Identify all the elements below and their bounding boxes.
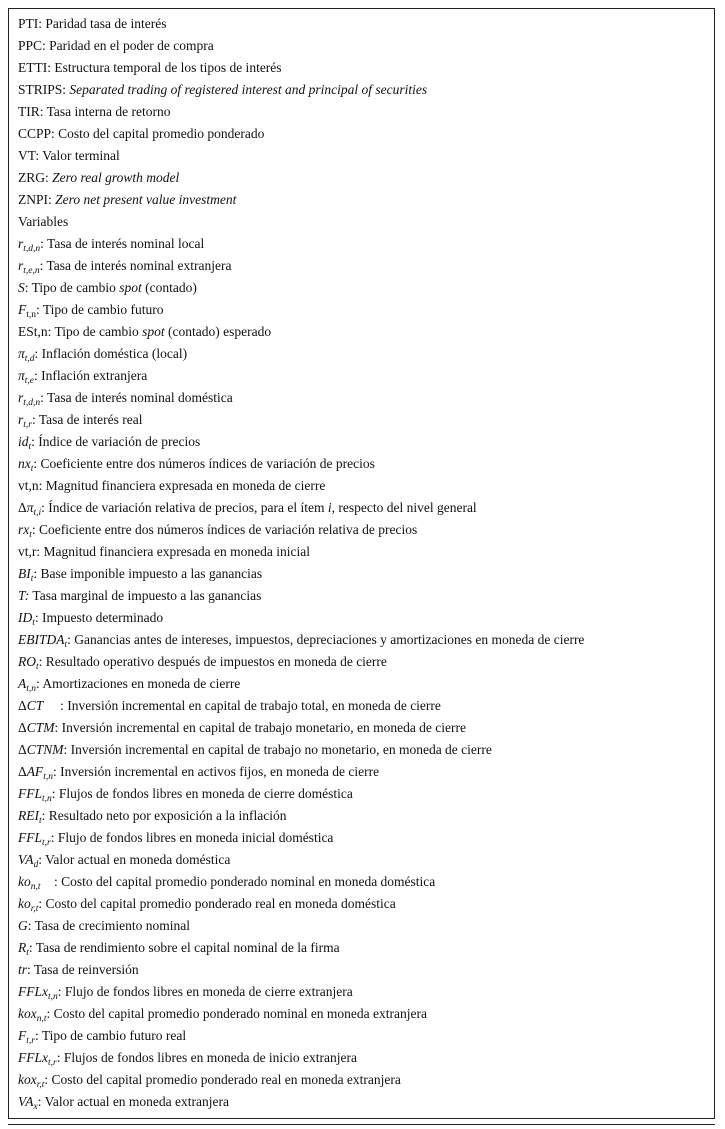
text-segment: vt,r: Magnitud financiera expresada en moneda inicial: [18, 544, 311, 559]
text-segment: : Costo del capital promedio ponderado nominal en moneda doméstica: [40, 874, 436, 889]
glossary-line: [18, 673, 706, 695]
subscript-text-segment: t: [39, 816, 42, 826]
glossary-list: [18, 13, 706, 1113]
text-segment: : Amortizaciones en moneda de cierre: [36, 676, 241, 691]
subscript-text-segment: t,e: [24, 376, 34, 386]
glossary-line: [18, 57, 706, 79]
text-segment: Δ: [18, 698, 27, 713]
text-segment: : Flujo de fondos libres en moneda inicial doméstica: [50, 830, 334, 845]
subscript-text-segment: t,r: [42, 838, 51, 848]
subscript-text-segment: t: [32, 618, 35, 628]
italic-text-segment: r: [18, 236, 24, 251]
glossary-line: [18, 541, 706, 563]
text-segment: : Impuesto determinado: [34, 610, 164, 625]
text-segment: Δ: [18, 742, 27, 757]
italic-text-segment: G: [18, 918, 28, 933]
glossary-line: [18, 761, 706, 783]
glossary-line: [18, 79, 706, 101]
italic-text-segment: i: [327, 500, 332, 515]
italic-text-segment: EBITDA: [18, 632, 65, 647]
subscript-text-segment: t,n: [26, 684, 37, 694]
subscript-text-segment: t,n: [42, 794, 52, 804]
italic-text-segment: r: [18, 390, 24, 405]
glossary-box: [8, 8, 715, 1119]
italic-text-segment: Separated trading of registered interest and principal of securities: [69, 82, 428, 97]
subscript-text-segment: t,e,n: [23, 266, 40, 276]
glossary-line: [18, 387, 706, 409]
subscript-text-segment: t,n: [48, 992, 58, 1002]
glossary-line: [18, 497, 706, 519]
text-segment: : Coeficiente entre dos números índices de variación relativa de precios: [31, 522, 418, 537]
subscript-text-segment: t: [28, 442, 32, 452]
italic-text-segment: kox: [18, 1006, 37, 1021]
glossary-line: [18, 365, 706, 387]
subscript-text-segment: t: [26, 948, 29, 958]
italic-text-segment: π: [18, 346, 25, 361]
glossary-line: [18, 123, 706, 145]
italic-text-segment: VA: [18, 1094, 34, 1109]
italic-text-segment: F: [18, 302, 27, 317]
subscript-text-segment: t,n: [26, 310, 37, 320]
text-segment: : Tipo de cambio: [24, 280, 120, 295]
italic-text-segment: S: [18, 280, 25, 295]
glossary-line: [18, 739, 706, 761]
italic-text-segment: ID: [18, 610, 33, 625]
text-segment: : Resultado operativo después de impuestos en moneda de cierre: [38, 654, 387, 669]
text-segment: : Resultado neto por exposición a la inflación: [41, 808, 287, 823]
italic-text-segment: tr: [18, 962, 28, 977]
glossary-line: [18, 255, 706, 277]
text-segment: : Costo del capital promedio ponderado real en moneda extranjera: [44, 1072, 401, 1087]
glossary-line: [18, 849, 706, 871]
glossary-line: [18, 915, 706, 937]
text-segment: : Ganancias antes de intereses, impuestos, depreciaciones y amortizaciones en moneda de cierre: [67, 632, 585, 647]
italic-text-segment: R: [18, 940, 27, 955]
glossary-line: [18, 717, 706, 739]
glossary-line: [18, 1047, 706, 1069]
text-segment: ESt,n: Tipo de cambio: [18, 324, 143, 339]
text-segment: Δ: [18, 500, 27, 515]
glossary-line: [18, 233, 706, 255]
glossary-line: [18, 585, 706, 607]
glossary-line: [18, 277, 706, 299]
italic-text-segment: FFLx: [18, 984, 48, 999]
italic-text-segment: VA: [18, 852, 34, 867]
subscript-text-segment: t,r: [23, 420, 32, 430]
text-segment: ZRG:: [18, 170, 53, 185]
glossary-line: [18, 1003, 706, 1025]
text-segment: : Flujos de fondos libres en moneda de cierre doméstica: [51, 786, 353, 801]
italic-text-segment: r: [18, 412, 24, 427]
text-segment: , respecto del nivel general: [331, 500, 477, 515]
italic-text-segment: CTM: [26, 720, 55, 735]
subscript-text-segment: r,t: [36, 1080, 45, 1090]
glossary-line: [18, 35, 706, 57]
italic-text-segment: spot: [142, 324, 165, 339]
glossary-line: [18, 519, 706, 541]
bottom-rule: [8, 1124, 715, 1125]
glossary-line: [18, 1025, 706, 1047]
text-segment: : Tasa de reinversión: [27, 962, 139, 977]
italic-text-segment: T:: [18, 588, 30, 603]
italic-text-segment: Zero net present value investment: [55, 192, 237, 207]
italic-text-segment: Zero real growth model: [52, 170, 180, 185]
subscript-text-segment: t,i: [33, 508, 42, 518]
subscript-text-segment: t: [64, 640, 68, 650]
text-segment: PTI: Paridad tasa de interés: [18, 16, 167, 31]
text-segment: ZNPI:: [18, 192, 56, 207]
glossary-line: [18, 629, 706, 651]
subscript-text-segment: d: [33, 860, 39, 870]
glossary-line: [18, 431, 706, 453]
text-segment: : Valor actual en moneda doméstica: [38, 852, 231, 867]
italic-text-segment: nx: [18, 456, 31, 471]
text-segment: : Inflación extranjera: [34, 368, 148, 383]
italic-text-segment: RO: [18, 654, 36, 669]
glossary-line: [18, 167, 706, 189]
text-segment: Δ: [18, 720, 27, 735]
glossary-line: [18, 959, 706, 981]
text-segment: : Tasa de interés nominal extranjera: [39, 258, 232, 273]
italic-text-segment: BI: [18, 566, 31, 581]
text-segment: : Coeficiente entre dos números índices de variación de precios: [33, 456, 375, 471]
text-segment: : Valor actual en moneda extranjera: [37, 1094, 230, 1109]
italic-text-segment: FFL: [18, 786, 43, 801]
text-segment: : Tasa de interés nominal local: [40, 236, 205, 251]
glossary-line: [18, 145, 706, 167]
italic-text-segment: FFL: [18, 830, 43, 845]
glossary-line: [18, 453, 706, 475]
text-segment: : Índice de variación de precios: [31, 434, 201, 449]
text-segment: : Flujo de fondos libres en moneda de cierre extranjera: [57, 984, 353, 999]
subscript-text-segment: t: [36, 662, 39, 672]
italic-text-segment: FFLx: [18, 1050, 48, 1065]
text-segment: PPC: Paridad en el poder de compra: [18, 38, 214, 53]
glossary-line: [18, 1069, 706, 1091]
glossary-line: [18, 937, 706, 959]
subscript-text-segment: t: [29, 530, 32, 540]
glossary-line: [18, 13, 706, 35]
glossary-line: [18, 409, 706, 431]
text-segment: : Inflación doméstica (local): [34, 346, 188, 361]
subscript-text-segment: n,t: [30, 882, 41, 892]
text-segment: VT: Valor terminal: [18, 148, 120, 163]
italic-text-segment: π: [26, 500, 34, 515]
glossary-line: [18, 607, 706, 629]
glossary-line: [18, 871, 706, 893]
glossary-line: [18, 211, 706, 233]
subscript-text-segment: t,d,n: [23, 244, 41, 254]
text-segment: Δ: [18, 764, 27, 779]
subscript-text-segment: r,t: [30, 904, 39, 914]
glossary-line: [18, 651, 706, 673]
text-segment: : Inversión incremental en capital de trabajo no monetario, en moneda de cierre: [63, 742, 492, 757]
text-segment: : Tipo de cambio futuro real: [34, 1028, 187, 1043]
glossary-line: [18, 343, 706, 365]
italic-text-segment: id: [18, 434, 29, 449]
italic-text-segment: CT: [26, 698, 44, 713]
italic-text-segment: ko: [18, 896, 31, 911]
glossary-line: [18, 563, 706, 585]
text-segment: : Flujos de fondos libres en moneda de inicio extranjera: [56, 1050, 358, 1065]
subscript-text-segment: x: [33, 1102, 38, 1112]
glossary-line: [18, 475, 706, 497]
text-segment: (contado): [141, 280, 197, 295]
glossary-line: [18, 783, 706, 805]
glossary-line: [18, 893, 706, 915]
text-segment: : Índice de variación relativa de precios, para el ítem: [41, 500, 328, 515]
italic-text-segment: rx: [18, 522, 30, 537]
text-segment: CCPP: Costo del capital promedio ponderado: [18, 126, 265, 141]
glossary-line: [18, 189, 706, 211]
italic-text-segment: A: [18, 676, 27, 691]
subscript-text-segment: t: [30, 464, 34, 474]
subscript-text-segment: n,t: [36, 1014, 47, 1024]
glossary-line: [18, 321, 706, 343]
italic-text-segment: REI: [18, 808, 39, 823]
subscript-text-segment: t,d,n: [23, 398, 41, 408]
subscript-text-segment: t,n: [43, 772, 53, 782]
text-segment: : Inversión incremental en capital de trabajo total, en moneda de cierre: [43, 698, 441, 713]
text-segment: TIR: Tasa interna de retorno: [18, 104, 171, 119]
glossary-line: [18, 981, 706, 1003]
italic-text-segment: kox: [18, 1072, 37, 1087]
text-segment: Variables: [18, 214, 69, 229]
italic-text-segment: r: [18, 258, 24, 273]
text-segment: : Tasa de interés nominal doméstica: [40, 390, 233, 405]
glossary-line: [18, 827, 706, 849]
text-segment: : Base imponible impuesto a las ganancias: [33, 566, 263, 581]
italic-text-segment: F: [18, 1028, 27, 1043]
text-segment: ETTI: Estructura temporal de los tipos de interés: [18, 60, 282, 75]
glossary-line: [18, 299, 706, 321]
italic-text-segment: CTNM: [26, 742, 64, 757]
subscript-text-segment: t,d: [24, 354, 35, 364]
text-segment: : Costo del capital promedio ponderado real en moneda doméstica: [38, 896, 396, 911]
italic-text-segment: AF: [26, 764, 44, 779]
italic-text-segment: ko: [18, 874, 31, 889]
text-segment: Tasa marginal de impuesto a las ganancias: [29, 588, 262, 603]
subscript-text-segment: t,r: [48, 1058, 57, 1068]
glossary-line: [18, 695, 706, 717]
glossary-line: [18, 101, 706, 123]
italic-text-segment: π: [18, 368, 25, 383]
text-segment: (contado) esperado: [164, 324, 272, 339]
text-segment: : Costo del capital promedio ponderado nominal en moneda extranjera: [46, 1006, 428, 1021]
subscript-text-segment: t,r: [26, 1036, 35, 1046]
glossary-line: [18, 805, 706, 827]
text-segment: STRIPS:: [18, 82, 70, 97]
text-segment: vt,n: Magnitud financiera expresada en moneda de cierre: [18, 478, 326, 493]
italic-text-segment: spot: [119, 280, 142, 295]
text-segment: : Tasa de interés real: [31, 412, 143, 427]
text-segment: : Tipo de cambio futuro: [36, 302, 164, 317]
subscript-text-segment: t: [30, 574, 34, 584]
glossary-line: [18, 1091, 706, 1113]
text-segment: : Inversión incremental en capital de trabajo monetario, en moneda de cierre: [54, 720, 467, 735]
text-segment: : Inversión incremental en activos fijos, en moneda de cierre: [52, 764, 380, 779]
text-segment: : Tasa de rendimiento sobre el capital nominal de la firma: [28, 940, 340, 955]
text-segment: : Tasa de crecimiento nominal: [27, 918, 191, 933]
